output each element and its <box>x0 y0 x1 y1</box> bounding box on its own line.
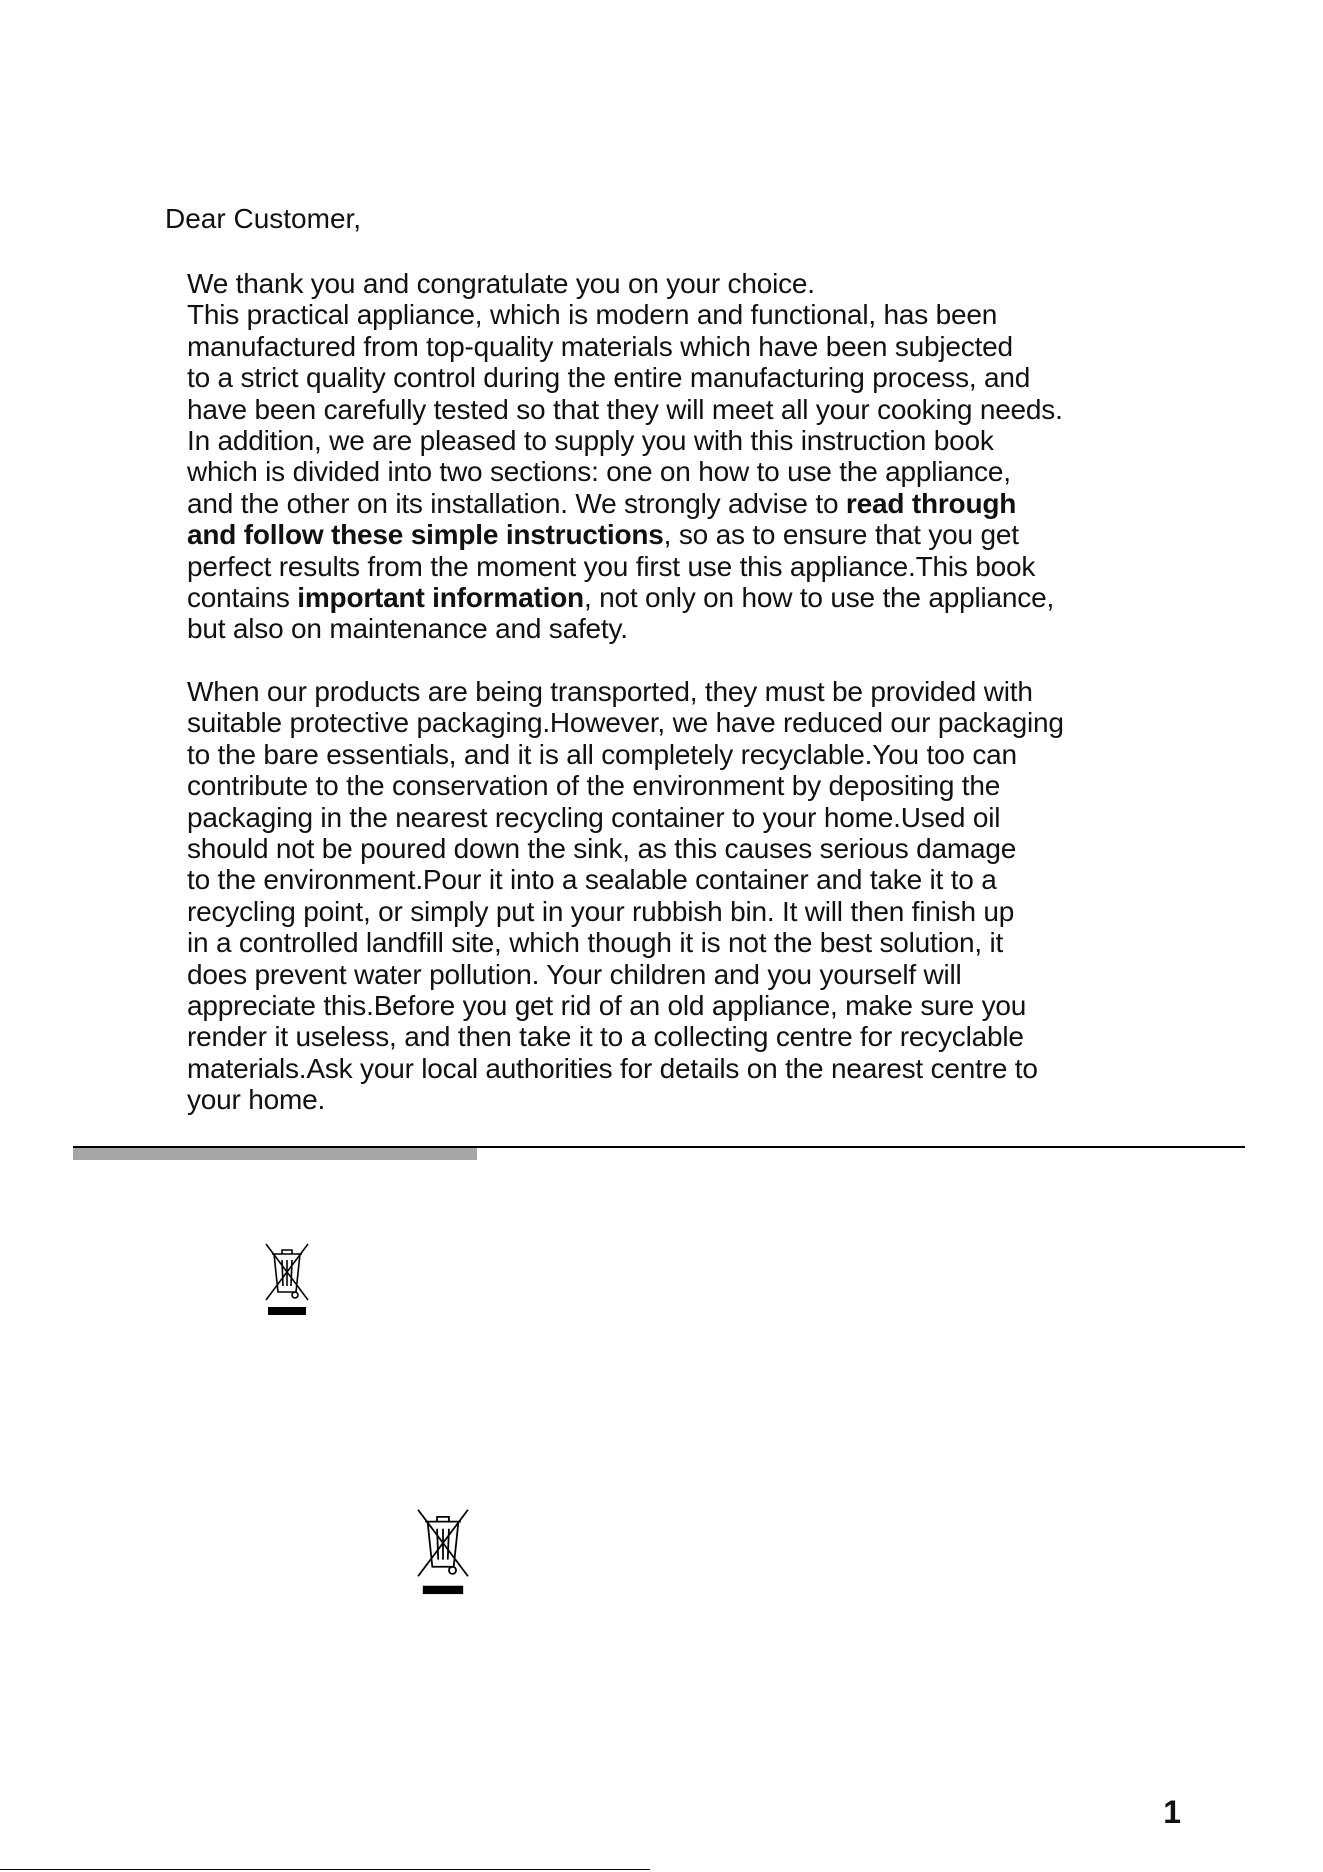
text-line <box>187 802 1187 833</box>
text-run: This practical appliance, which is modern and functional, has been <box>187 299 998 331</box>
text-run: appreciate this.Before you get rid of an old appliance, make sure you <box>187 990 1027 1022</box>
text-run: and the other on its installation. We strongly advise to <box>187 487 846 519</box>
greeting: Dear Customer, <box>165 203 362 234</box>
environment-paragraph <box>187 676 1187 1116</box>
text-run: perfect results from the moment you first use this appliance.This book <box>187 550 1036 582</box>
text-line <box>187 896 1187 927</box>
text-run: manufactured from top-quality materials which have been subjected <box>187 330 1013 362</box>
text-run: suitable protective packaging.However, we have reduced our packaging <box>187 707 1064 739</box>
text-line <box>187 959 1187 990</box>
text-run: When our products are being transported, they must be provided with <box>187 676 1033 707</box>
text-line <box>187 425 1187 456</box>
page-number: 1 <box>1163 1794 1181 1830</box>
text-line <box>187 519 1187 550</box>
text-line <box>187 299 1187 330</box>
text-line <box>187 676 1187 707</box>
text-line <box>187 1021 1187 1052</box>
text-run: render it useless, and then take it to a collecting centre for recyclable <box>187 1021 1024 1053</box>
text-run: contains <box>187 582 298 614</box>
crossed-out-wheelie-bin-icon <box>262 1240 312 1320</box>
text-line <box>187 833 1187 864</box>
text-run: have been carefully tested so that they will meet all your cooking needs. <box>187 393 1063 425</box>
text-run: but also on maintenance and safety. <box>187 613 628 645</box>
bottom-edge-line <box>0 1869 650 1870</box>
text-line <box>187 394 1187 425</box>
text-run: materials.Ask your local authorities for details on the nearest centre to <box>187 1052 1038 1084</box>
text-line <box>187 613 1187 644</box>
text-line <box>187 770 1187 801</box>
text-run: should not be poured down the sink, as this causes serious damage <box>187 833 1017 865</box>
text-line <box>187 362 1187 393</box>
text-run: to the environment.Pour it into a sealable container and take it to a <box>187 864 997 896</box>
text-run: recycling point, or simply put in your rubbish bin. It will then finish up <box>187 895 1015 927</box>
text-run: , not only on how to use the appliance, <box>583 582 1055 614</box>
text-line <box>187 864 1187 895</box>
text-line <box>187 1053 1187 1084</box>
text-line <box>187 582 1187 613</box>
text-run: in a controlled landfill site, which though it is not the best solution, it <box>187 927 1004 959</box>
text-run: your home. <box>187 1084 326 1116</box>
emphasized-text: and follow these simple instructions <box>187 519 664 551</box>
emphasized-text: read through <box>845 487 1017 519</box>
text-run: packaging in the nearest recycling container to your home.Used oil <box>187 801 1001 833</box>
text-run: , so as to ensure that you get <box>663 519 1019 551</box>
text-line <box>187 488 1187 519</box>
emphasized-text: important information <box>297 582 584 614</box>
text-line <box>187 551 1187 582</box>
text-line <box>187 927 1187 958</box>
text-line <box>187 707 1187 738</box>
text-line <box>187 739 1187 770</box>
text-run: does prevent water pollution. Your children and you yourself will <box>187 958 962 990</box>
text-run: to a strict quality control during the entire manufacturing process, and <box>187 362 1031 394</box>
text-run: We thank you and congratulate you on your choice. <box>187 268 815 299</box>
crossed-out-wheelie-bin-icon <box>412 1505 474 1600</box>
text-line <box>187 990 1187 1021</box>
text-run: to the bare essentials, and it is all completely recyclable.You too can <box>187 738 1017 770</box>
intro-paragraph <box>187 268 1187 645</box>
text-run: contribute to the conservation of the environment by depositing the <box>187 770 1001 802</box>
section-divider-accent-bar <box>73 1148 477 1160</box>
text-line <box>187 268 1187 299</box>
text-line <box>187 331 1187 362</box>
text-line <box>187 1084 1187 1115</box>
text-run: In addition, we are pleased to supply you with this instruction book <box>187 425 994 457</box>
text-line <box>187 456 1187 487</box>
text-run: which is divided into two sections: one on how to use the appliance, <box>187 456 1011 488</box>
